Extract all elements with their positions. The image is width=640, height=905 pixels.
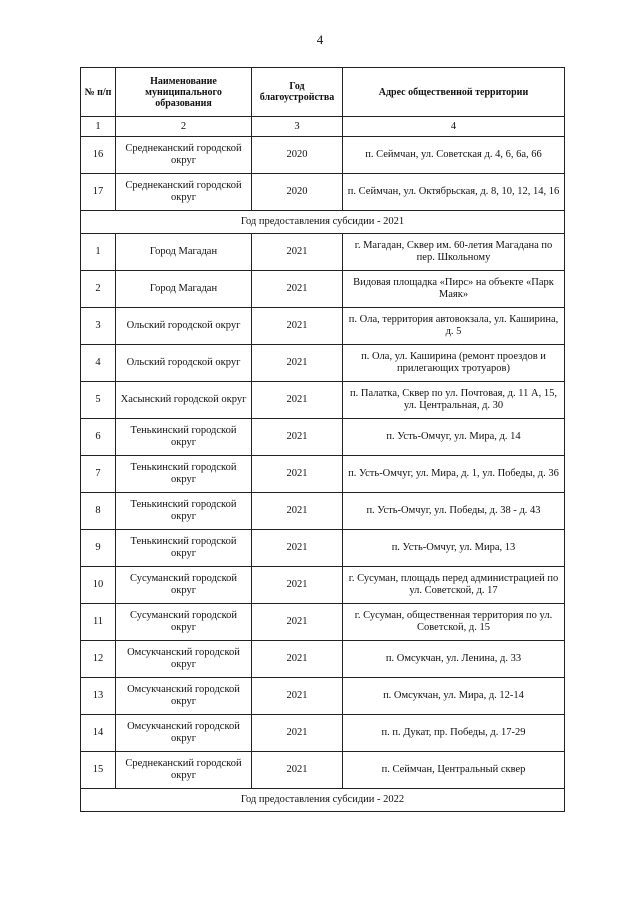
- row-number: 11: [81, 604, 116, 641]
- table-row: [81, 678, 565, 715]
- table-row: [81, 419, 565, 456]
- table-row: [81, 174, 565, 211]
- row-municipality: Тенькинский городской округ: [116, 456, 252, 493]
- row-municipality: Среднеканский городской округ: [116, 137, 252, 174]
- row-year: 2020: [252, 174, 343, 211]
- row-number: 4: [81, 345, 116, 382]
- row-number: 16: [81, 137, 116, 174]
- row-municipality: Хасынский городской округ: [116, 382, 252, 419]
- section-2022-label: Год предоставления субсидии - 2022: [81, 789, 565, 812]
- row-number: 15: [81, 752, 116, 789]
- row-number: 3: [81, 308, 116, 345]
- row-number: 12: [81, 641, 116, 678]
- row-year: 2021: [252, 567, 343, 604]
- territories-table: [80, 67, 565, 812]
- column-index: 3: [252, 117, 343, 137]
- row-municipality: Среднеканский городской округ: [116, 752, 252, 789]
- table-row: [81, 234, 565, 271]
- row-year: 2020: [252, 137, 343, 174]
- row-address: п. Омсукчан, ул. Мира, д. 12-14: [343, 678, 565, 715]
- row-number: 1: [81, 234, 116, 271]
- section-2022: [81, 789, 565, 812]
- row-address: п. Сеймчан, ул. Советская д. 4, 6, 6а, 66: [343, 137, 565, 174]
- row-municipality: Тенькинский городской округ: [116, 493, 252, 530]
- header-address: Адрес общественной территории: [343, 68, 565, 117]
- row-year: 2021: [252, 604, 343, 641]
- row-address: п. Ола, ул. Каширина (ремонт проездов и прилегающих тротуаров): [343, 345, 565, 382]
- table-body: [81, 117, 565, 812]
- row-number: 10: [81, 567, 116, 604]
- table-row: [81, 493, 565, 530]
- row-year: 2021: [252, 271, 343, 308]
- row-municipality: Омсукчанский городской округ: [116, 678, 252, 715]
- table-row: [81, 271, 565, 308]
- table-row: [81, 752, 565, 789]
- row-municipality: Среднеканский городской округ: [116, 174, 252, 211]
- table-row: [81, 715, 565, 752]
- row-number: 9: [81, 530, 116, 567]
- row-year: 2021: [252, 641, 343, 678]
- header-year: Год благоустройства: [252, 68, 343, 117]
- row-year: 2021: [252, 752, 343, 789]
- row-year: 2021: [252, 345, 343, 382]
- row-number: 7: [81, 456, 116, 493]
- row-municipality: Город Магадан: [116, 234, 252, 271]
- row-municipality: Омсукчанский городской округ: [116, 715, 252, 752]
- row-number: 6: [81, 419, 116, 456]
- row-year: 2021: [252, 234, 343, 271]
- row-address: п. Сеймчан, Центральный сквер: [343, 752, 565, 789]
- column-index: 2: [116, 117, 252, 137]
- row-number: 17: [81, 174, 116, 211]
- row-address: п. Усть-Омчуг, ул. Мира, 13: [343, 530, 565, 567]
- row-address: п. п. Дукат, пр. Победы, д. 17-29: [343, 715, 565, 752]
- row-municipality: Сусуманский городской округ: [116, 604, 252, 641]
- table-row: [81, 456, 565, 493]
- row-address: г. Сусуман, площадь перед администрацией по ул. Советской, д. 17: [343, 567, 565, 604]
- column-index: 1: [81, 117, 116, 137]
- row-municipality: Омсукчанский городской округ: [116, 641, 252, 678]
- table-row: [81, 604, 565, 641]
- table-row: [81, 345, 565, 382]
- row-municipality: Ольский городской округ: [116, 308, 252, 345]
- row-address: г. Сусуман, общественная территория по ул. Советской, д. 15: [343, 604, 565, 641]
- table-row: [81, 382, 565, 419]
- table-row: [81, 567, 565, 604]
- table-header-row: [81, 68, 565, 117]
- row-address: п. Омсукчан, ул. Ленина, д. 33: [343, 641, 565, 678]
- row-municipality: Сусуманский городской округ: [116, 567, 252, 604]
- table-row: [81, 641, 565, 678]
- row-municipality: Тенькинский городской округ: [116, 419, 252, 456]
- row-address: п. Сеймчан, ул. Октябрьская, д. 8, 10, 12, 14, 16: [343, 174, 565, 211]
- row-year: 2021: [252, 530, 343, 567]
- row-year: 2021: [252, 493, 343, 530]
- row-address: Видовая площадка «Пирс» на объекте «Парк Маяк»: [343, 271, 565, 308]
- row-address: п. Ола, территория автовокзала, ул. Каширина, д. 5: [343, 308, 565, 345]
- row-year: 2021: [252, 715, 343, 752]
- row-address: г. Магадан, Сквер им. 60-летия Магадана по пер. Школьному: [343, 234, 565, 271]
- row-number: 14: [81, 715, 116, 752]
- row-year: 2021: [252, 382, 343, 419]
- page-number: 4: [316, 32, 324, 47]
- section-2021-label: Год предоставления субсидии - 2021: [81, 211, 565, 234]
- row-number: 5: [81, 382, 116, 419]
- row-year: 2021: [252, 678, 343, 715]
- row-address: п. Палатка, Сквер по ул. Почтовая, д. 11 А, 15, ул. Центральная, д. 30: [343, 382, 565, 419]
- column-index: 4: [343, 117, 565, 137]
- header-number: № п/п: [81, 68, 116, 117]
- row-number: 13: [81, 678, 116, 715]
- row-address: п. Усть-Омчуг, ул. Мира, д. 1, ул. Победы, д. 36: [343, 456, 565, 493]
- table-row: [81, 530, 565, 567]
- table-row: [81, 308, 565, 345]
- row-number: 2: [81, 271, 116, 308]
- row-number: 8: [81, 493, 116, 530]
- row-year: 2021: [252, 456, 343, 493]
- row-address: п. Усть-Омчуг, ул. Мира, д. 14: [343, 419, 565, 456]
- row-municipality: Ольский городской округ: [116, 345, 252, 382]
- section-2021: [81, 211, 565, 234]
- row-address: п. Усть-Омчуг, ул. Победы, д. 38 - д. 43: [343, 493, 565, 530]
- row-municipality: Тенькинский городской округ: [116, 530, 252, 567]
- column-index-row: [81, 117, 565, 137]
- row-municipality: Город Магадан: [116, 271, 252, 308]
- row-year: 2021: [252, 308, 343, 345]
- table-row: [81, 137, 565, 174]
- row-year: 2021: [252, 419, 343, 456]
- header-municipality: Наименование муниципального образования: [116, 68, 252, 117]
